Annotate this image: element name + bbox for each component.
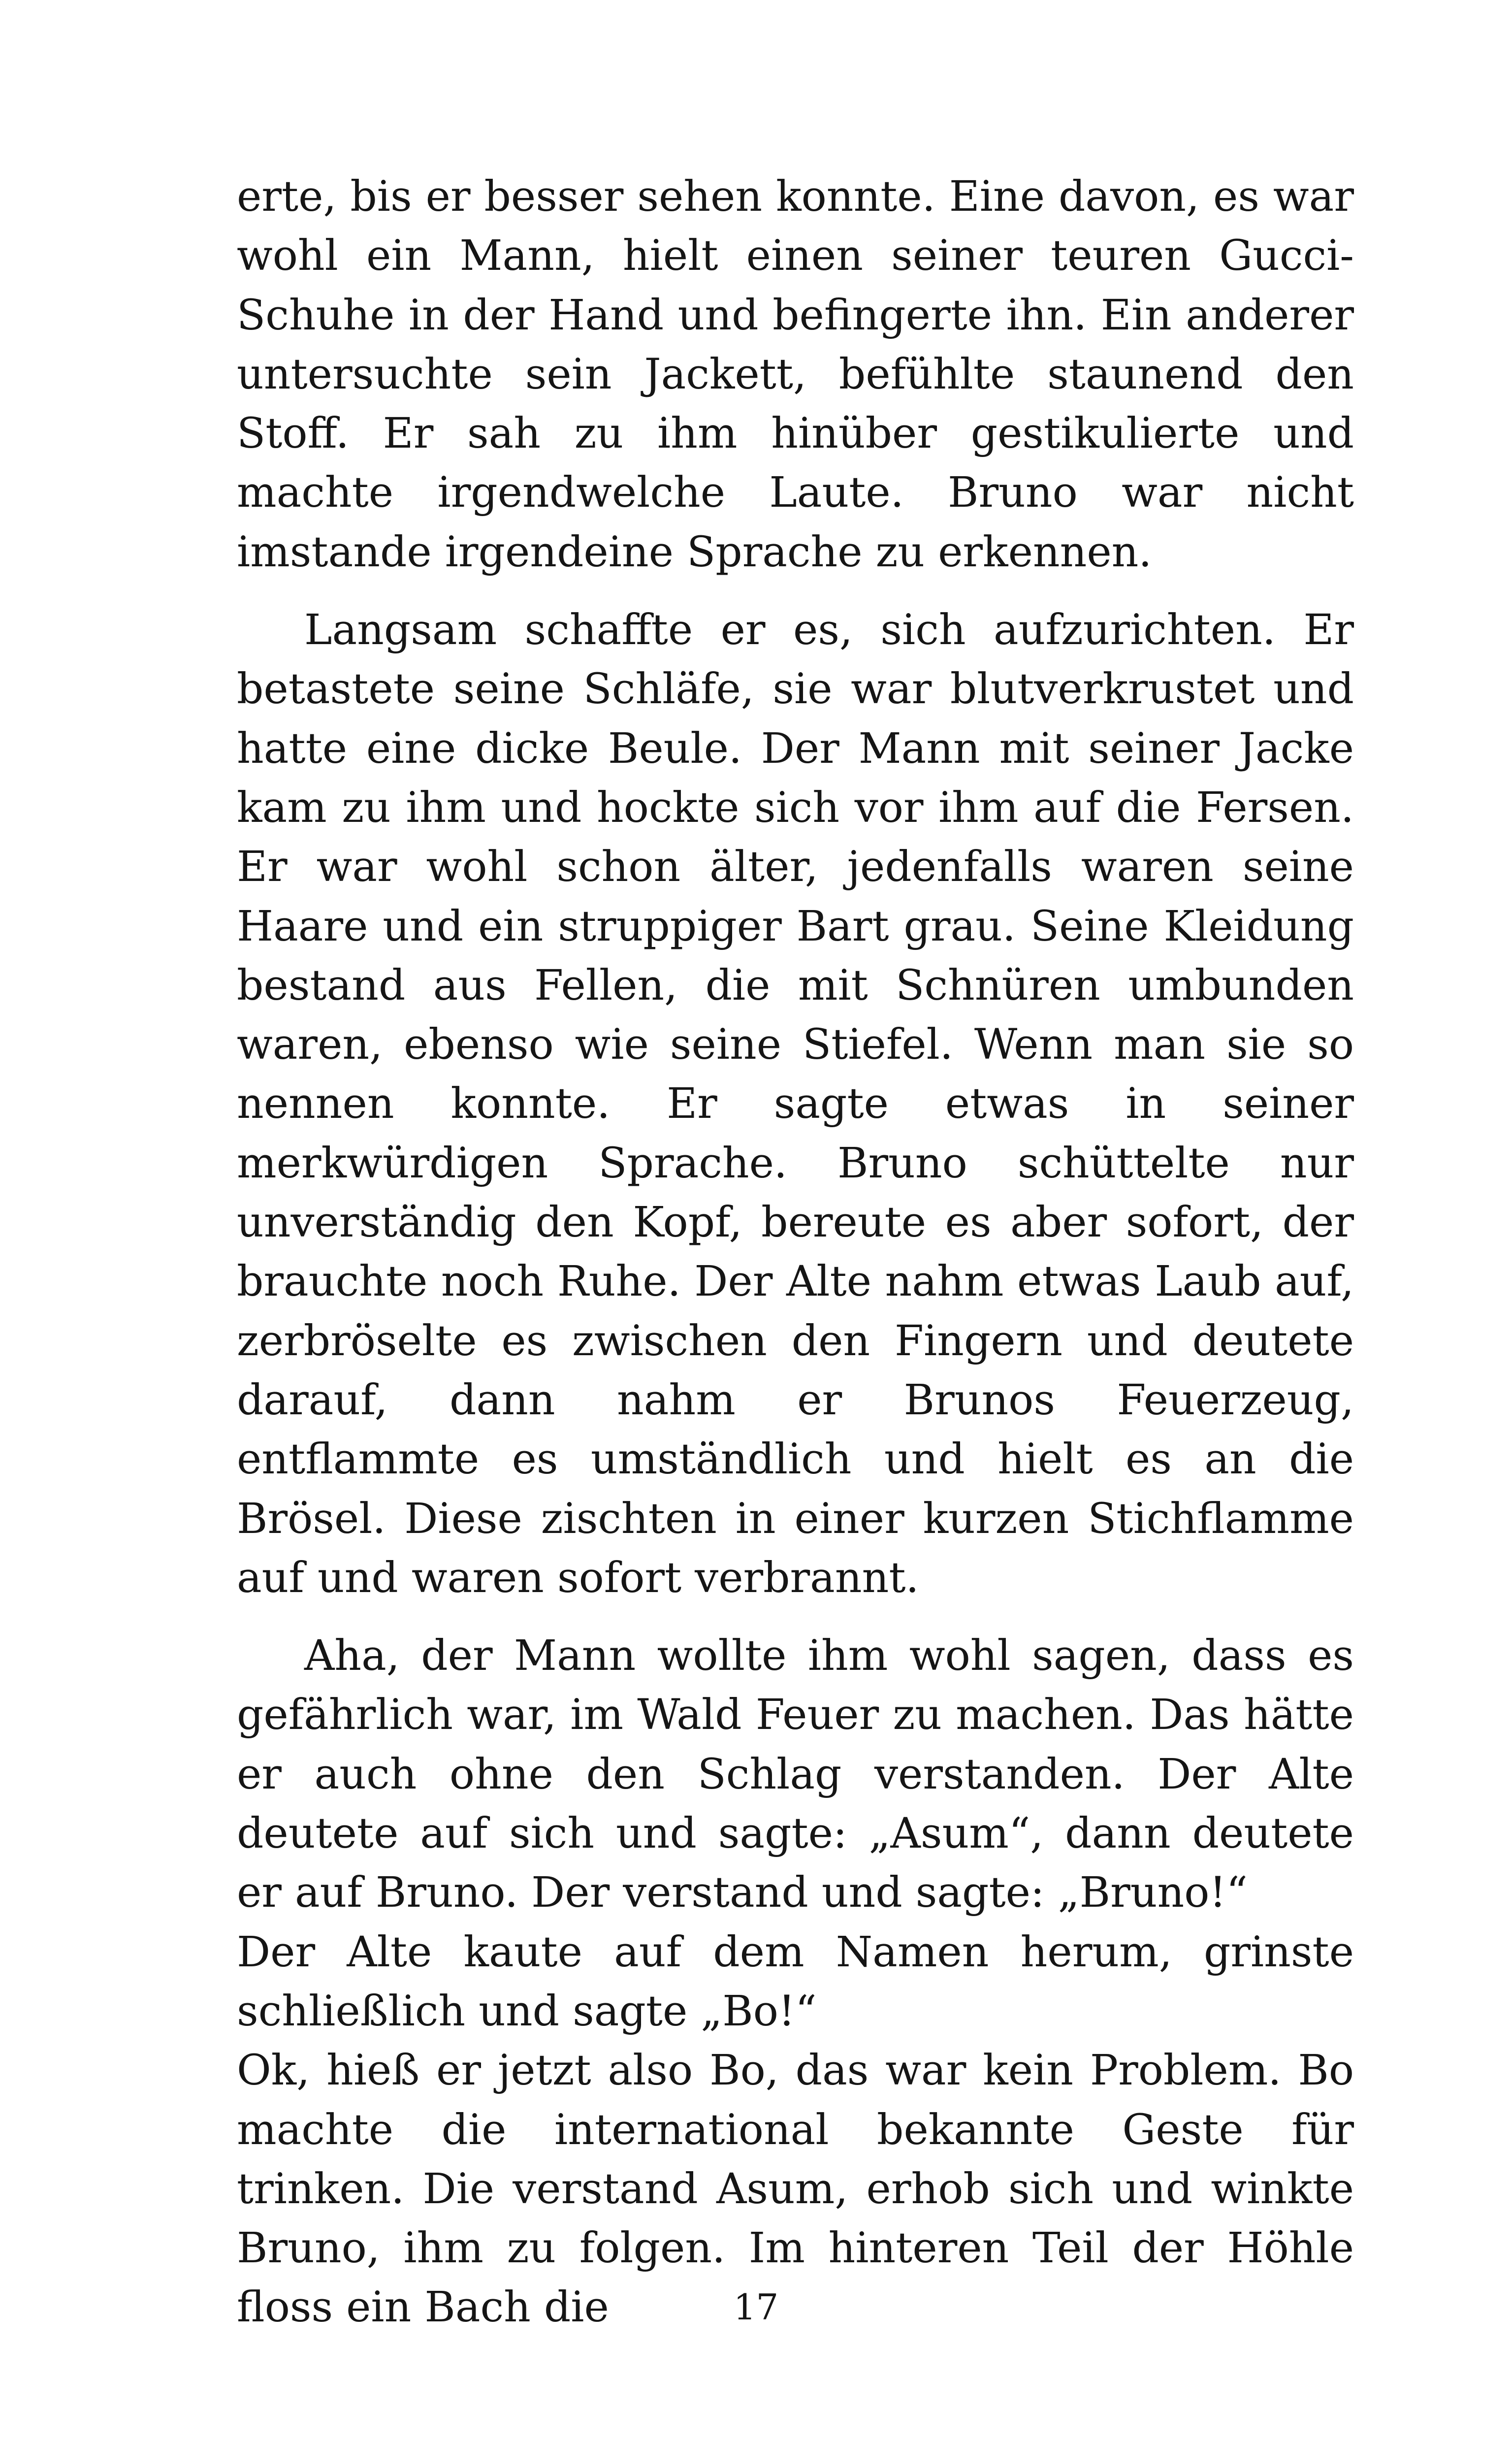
paragraph-2: Langsam schaffte er es, sich aufzurichten. Er betastete seine Schläfe, sie war blutverkrustet und hatte eine dicke Beule. Der Mann mit seiner Jacke kam zu ihm und hockte sich vor ihm auf die Fersen. Er war wohl schon älter, jedenfalls waren seine Haare und ein struppiger Bart grau. Seine Kleidung bestand aus Fellen, die mit Schnüren umbunden waren, ebenso wie seine Stiefel. Wenn man sie so nennen konnte. Er sagte etwas in seiner merkwürdigen Sprache. Bruno schüttelte nur unverständig den Kopf, bereute es aber sofort, der brauchte noch Ruhe. Der Alte nahm etwas Laub auf, zerbröselte es zwischen den Fingern und deutete darauf, dann nahm er Brunos Feuerzeug, entflammte es umständlich und hielt es an die Brösel. Diese zischten in einer kurzen Stichflamme auf und waren sofort verbrannt. [237,606,1354,1602]
paragraph-3: Aha, der Mann wollte ihm wohl sagen, dass es gefährlich war, im Wald Feuer zu machen. Das hätte er auch ohne den Schlag verstanden. Der Alte deutete auf sich und sagte: „Asum“, dann deutete er auf Bruno. Der verstand und sagte: „Bruno!“ [237,1631,1354,1918]
body-text [237,167,1354,2338]
paragraph-4: Der Alte kaute auf dem Namen herum, grinste schließlich und sagte „Bo!“ [237,1927,1354,2036]
paragraph-1: erte, bis er besser sehen konnte. Eine davon, es war wohl ein Mann, hielt einen seiner teuren Gucci-Schuhe in der Hand und befingerte ihn. Ein anderer untersuchte sein Jackett, befühlte staunend den Stoff. Er sah zu ihm hinüber gestikulierte und machte irgendwelche Laute. Bruno war nicht imstande irgendeine Sprache zu erkennen. [237,172,1354,577]
paragraph-5: Ok, hieß er jetzt also Bo, das war kein Problem. Bo machte die international bekannte Geste für trinken. Die verstand Asum, erhob sich und winkte Bruno, ihm zu folgen. Im hinteren Teil der Höhle floss ein Bach die [237,2046,1354,2332]
page-number: 17 [733,2286,779,2328]
